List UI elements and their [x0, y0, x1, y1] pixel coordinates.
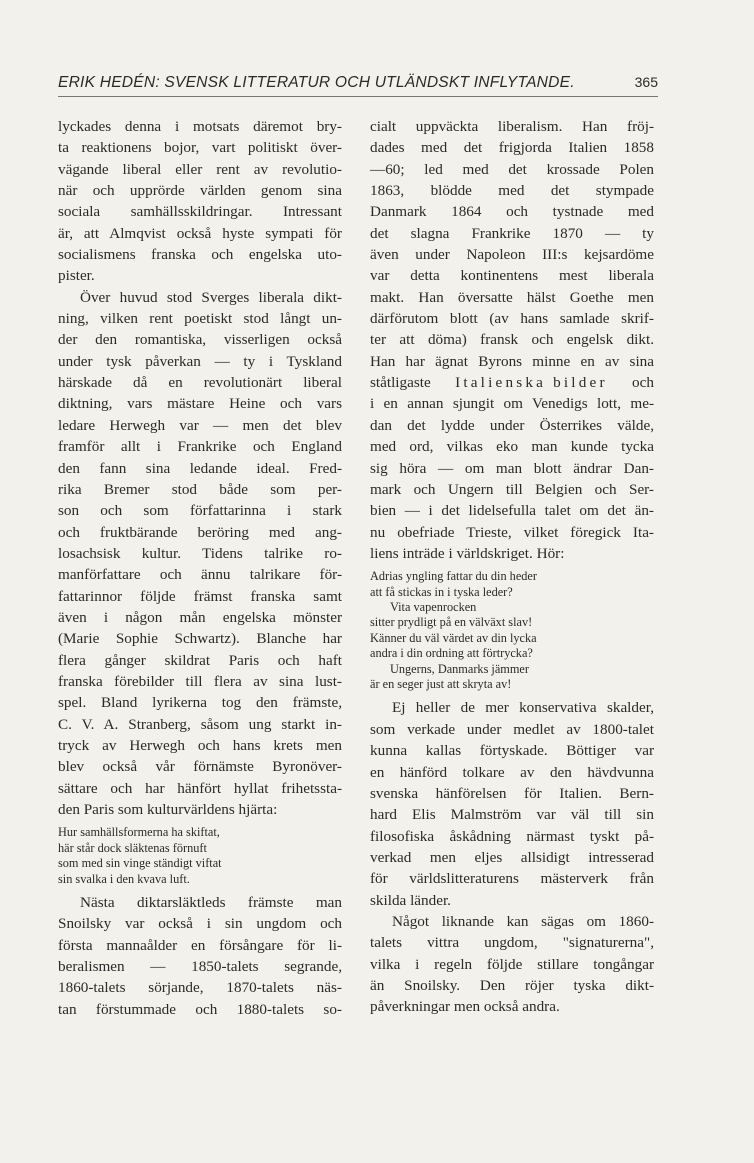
text-line: pister. — [58, 267, 95, 285]
paragraph — [58, 287, 342, 821]
text-line: ter att döma) fransk och engelsk dikt. — [370, 331, 654, 349]
text-line: Danmark 1864 och tystnade med — [370, 203, 654, 221]
text-line: var detta kontinentens mest liberala — [370, 267, 654, 285]
text-line: som verkade under medlet av 1800-talet — [370, 720, 654, 738]
text-line: manförfattare och ännu talrikare för- — [58, 566, 342, 584]
text-line: 1863, blödde med det stympade — [370, 182, 654, 200]
text-line: bien — i det lidelsefulla talet om det än- — [370, 502, 654, 520]
text-line: liens inträde i världskriget. Hör: — [370, 544, 565, 562]
text-line: den fann sina ledande ideal. Fred- — [58, 459, 342, 477]
text-line: Han har ägnat Byrons minne en av sina — [370, 352, 654, 370]
text-line: härskade då en revolutionärt liberal — [58, 374, 342, 392]
paragraph — [370, 697, 654, 910]
running-header — [58, 72, 658, 97]
text-line: Något liknande kan sägas om 1860- — [392, 912, 654, 930]
text-line: det slagna Frankrike 1870 — ty — [370, 224, 654, 242]
verse-line: att få stickas in i tyska leder? — [370, 584, 513, 599]
text-line: cialt uppväckta liberalism. Han fröj- — [370, 118, 654, 135]
verse-line: Känner du väl värdet av din lycka — [370, 630, 537, 645]
text-line: dades med det frigjorda Italien 1858 — [370, 139, 654, 157]
text-line: C. V. A. Stranberg, såsom ung starkt in- — [58, 715, 342, 733]
text-line: Över huvud stod Sverges liberala dikt- — [80, 288, 342, 306]
text-line: son och som författarinna i stark — [58, 502, 342, 520]
text-line: även under Napoleon III:s kejsardöme — [370, 246, 654, 264]
text-line: sociala samhällsskildringar. Intressant — [58, 203, 342, 221]
text-line: i en annan sjungit om Venedigs lott, me- — [370, 395, 654, 413]
right-column — [370, 116, 654, 1018]
text-line: filosofiska åskådning närmast tyskt på- — [370, 827, 654, 845]
text-line: ledare Herwegh var — men det blev — [58, 416, 342, 434]
text-line: talets vittra ungdom, "signaturerna", — [370, 934, 654, 952]
text-fragment: ståtligaste — [370, 374, 431, 392]
text-line: än Snoilsky. Den röjer tyska dikt- — [370, 976, 654, 994]
text-line: kunna kallas förtyskade. Böttiger var — [370, 742, 654, 760]
text-line: även i någon mån engelska mönster — [58, 608, 342, 626]
verse-line: som med sin vinge ständigt viftat — [58, 856, 222, 871]
text-line: ta reaktionens bojor, vart politiskt över- — [58, 139, 342, 157]
text-line: Snoilsky var också i sin ungdom och — [58, 915, 342, 933]
text-line: med ord, vilkas eko man kunde tycka — [370, 438, 654, 456]
text-line: dan det lydde under Österrikes välde, — [370, 416, 654, 434]
verse-line: Vita vapenrocken — [390, 600, 477, 615]
text-line: första mannaålder en försångare för li- — [58, 936, 342, 954]
text-line: diktning, vars mästare Heine och vars — [58, 395, 342, 413]
text-line: påverkningar men också andra. — [370, 998, 560, 1016]
text-line: vägande liberal eller rent av revolutio- — [58, 160, 342, 178]
text-line: tryck av Herwegh och hans krets men — [58, 736, 342, 754]
verse-line: sin svalka i den kvava luft. — [58, 871, 190, 886]
text-line: flera gånger skildrat Paris och haft — [58, 651, 342, 669]
text-line: framför allt i Frankrike och England — [58, 438, 342, 456]
text-line: är, att Almqvist också hyste sympati för — [58, 224, 342, 242]
paragraph — [58, 116, 342, 287]
text-line: makt. Han översatte hälst Goethe men — [370, 288, 654, 306]
verse-line: Ungerns, Danmarks jämmer — [390, 661, 529, 676]
paragraph — [370, 116, 654, 564]
text-line: under tysk påverkan — ty i Tyskland — [58, 352, 342, 370]
text-line: sättare och har hänfört hyllat frihetssta- — [58, 779, 342, 797]
verse-line: sitter prydligt på en välväxt slav! — [370, 615, 533, 630]
text-line: verkad men eljes allsidigt intresserad — [370, 848, 654, 866]
text-line: för världslitteraturens mästerverk från — [370, 870, 654, 888]
verse-quote — [58, 825, 342, 887]
text-line: tan förstummade och 1880-talets so- — [58, 1000, 342, 1018]
text-line: fattarinnor följde främst franska samt — [58, 587, 342, 605]
text-line: därförutom blott (av hans samlade skrif- — [370, 310, 654, 328]
text-line: lyckades denna i motsats däremot bry- — [58, 118, 342, 135]
verse-line: Adrias yngling fattar du din heder — [370, 569, 537, 584]
text-line: skilda länder. — [370, 891, 451, 909]
verse-quote — [370, 569, 654, 692]
text-line: —60; led med det krossade Polen — [370, 160, 654, 178]
text-line: (Marie Sophie Schwartz). Blanche har — [58, 630, 342, 648]
text-line: sig höra — om man blott ändrar Dan- — [370, 459, 654, 477]
text-line: franska förebilder till flera av sina lust- — [58, 672, 342, 690]
text-line: 1860-talets sörjande, 1870-talets näs- — [58, 979, 342, 997]
text-line: Ej heller de mer konservativa skalder, — [392, 699, 654, 717]
text-line: losachsisk kultur. Tidens talrike ro- — [58, 544, 342, 562]
text-line: blev också vår förnämste Byronöver- — [58, 758, 342, 776]
text-line: den Paris som kulturvärldens hjärta: — [58, 801, 278, 818]
paragraph — [58, 892, 342, 1020]
page-number: 365 — [634, 74, 658, 90]
verse-line: här står dock släktenas förnuft — [58, 840, 207, 855]
text-line: beralismen — 1850-talets segrande, — [58, 958, 342, 975]
text-line: Nästa diktarsläktleds främste man — [80, 893, 342, 911]
text-line: vilka i regeln följde stillare tongångar — [370, 955, 654, 973]
text-line: rika Bremer stod både som per- — [58, 480, 342, 498]
running-title: ERIK HEDÉN: SVENSK LITTERATUR OCH UTLÄNDSKT INFLYTANDE. — [58, 74, 575, 91]
text-line: och fruktbärande beröring med ang- — [58, 523, 342, 541]
text-fragment: och — [632, 374, 654, 392]
text-line — [370, 372, 654, 393]
text-line: spel. Bland lyrikerna tog den främste, — [58, 694, 342, 712]
spaced-title: Italienska bilder — [455, 374, 608, 392]
text-line: ning, vilken rent poetiskt stod långt un- — [58, 310, 342, 328]
text-line: hard Elis Malmström var väl till sin — [370, 806, 654, 824]
text-line: svenska hänförelsen för Italien. Bern- — [370, 784, 654, 802]
verse-line: andra i din ordning att förtrycka? — [370, 646, 533, 661]
text-line: en hänförd tolkare av den hävdvunna — [370, 763, 654, 781]
left-column — [58, 116, 342, 1020]
text-line: nu obefriade Trieste, vilket föregick Ita- — [370, 523, 654, 541]
paragraph — [370, 911, 654, 1018]
verse-line: Hur samhällsformerna ha skiftat, — [58, 825, 220, 840]
verse-line: är en seger just att skryta av! — [370, 677, 512, 692]
text-line: när och upprörde världen genom sina — [58, 182, 342, 200]
text-line: socialismens franska och engelska uto- — [58, 246, 342, 264]
text-line: der den romantiska, visserligen också — [58, 331, 342, 349]
text-line: mark och Ungern till Belgien och Ser- — [370, 480, 654, 498]
